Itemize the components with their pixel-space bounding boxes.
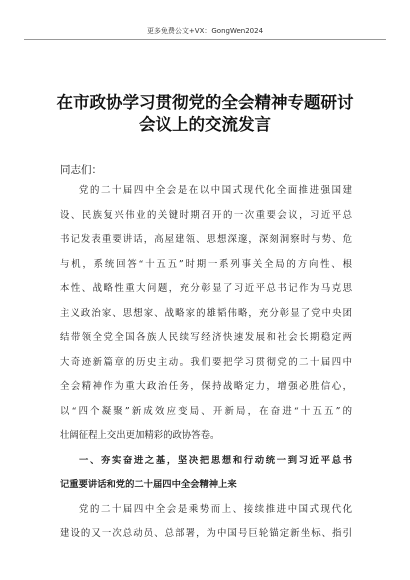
body-line: 党的二十届四中全会是乘势而上、接续推进中国式现代化 <box>79 503 352 515</box>
body-line: 建设的又一次总动员、总部署，为中国号巨轮锚定新坐标、指引 <box>60 528 352 539</box>
body-line: 全会精神作为重大政治任务，保持战略定力，增强必胜信心， <box>60 381 352 392</box>
body-line: 书记发表重要讲话，高屋建瓴、思想深邃，深刻洞察时与势、危 <box>60 234 352 245</box>
document-title <box>30 92 380 136</box>
body-line: 与机，系统回答“十五五”时期一系列事关全局的方向性、根 <box>60 258 352 270</box>
body-line: 大奇迹新篇章的历史主动。我们要把学习贯彻党的二十届四中 <box>60 356 352 368</box>
title-line-1: 在市政协学习贯彻党的全会精神专题研讨 <box>56 93 354 112</box>
header-divider <box>24 39 386 40</box>
header-note: 更多免费公文+VX：GongWen2024 <box>146 27 264 35</box>
body-line: 壮阔征程上交出更加精彩的政协答卷。 <box>60 430 220 441</box>
body-line: 设、民族复兴伟业的关键时期召开的一次重要会议，习近平总 <box>60 209 352 221</box>
title-line-2: 会议上的交流发言 <box>139 115 271 134</box>
section-heading-line: 记重要讲话和党的二十届四中全会精神上来 <box>60 479 237 490</box>
greeting: 同志们： <box>60 164 102 176</box>
body-line: 以“四个凝聚”新成效应变局、开新局，在奋进“十五五”的 <box>60 405 352 417</box>
body-text <box>60 184 352 552</box>
body-line: 本性、战略性重大问题，充分彰显了习近平总书记作为马克思 <box>60 283 352 294</box>
body-line: 主义政治家、思想家、战略家的雄韬伟略，充分彰显了党中央团 <box>60 307 352 319</box>
body-line: 党的二十届四中全会是在以中国式现代化全面推进强国建 <box>79 185 352 196</box>
body-line: 结带领全党全国各族人民续写经济快速发展和社会长期稳定两 <box>60 332 352 343</box>
section-heading-line: 一、夯实奋进之基，坚决把思想和行动统一到习近平总书 <box>79 454 352 466</box>
